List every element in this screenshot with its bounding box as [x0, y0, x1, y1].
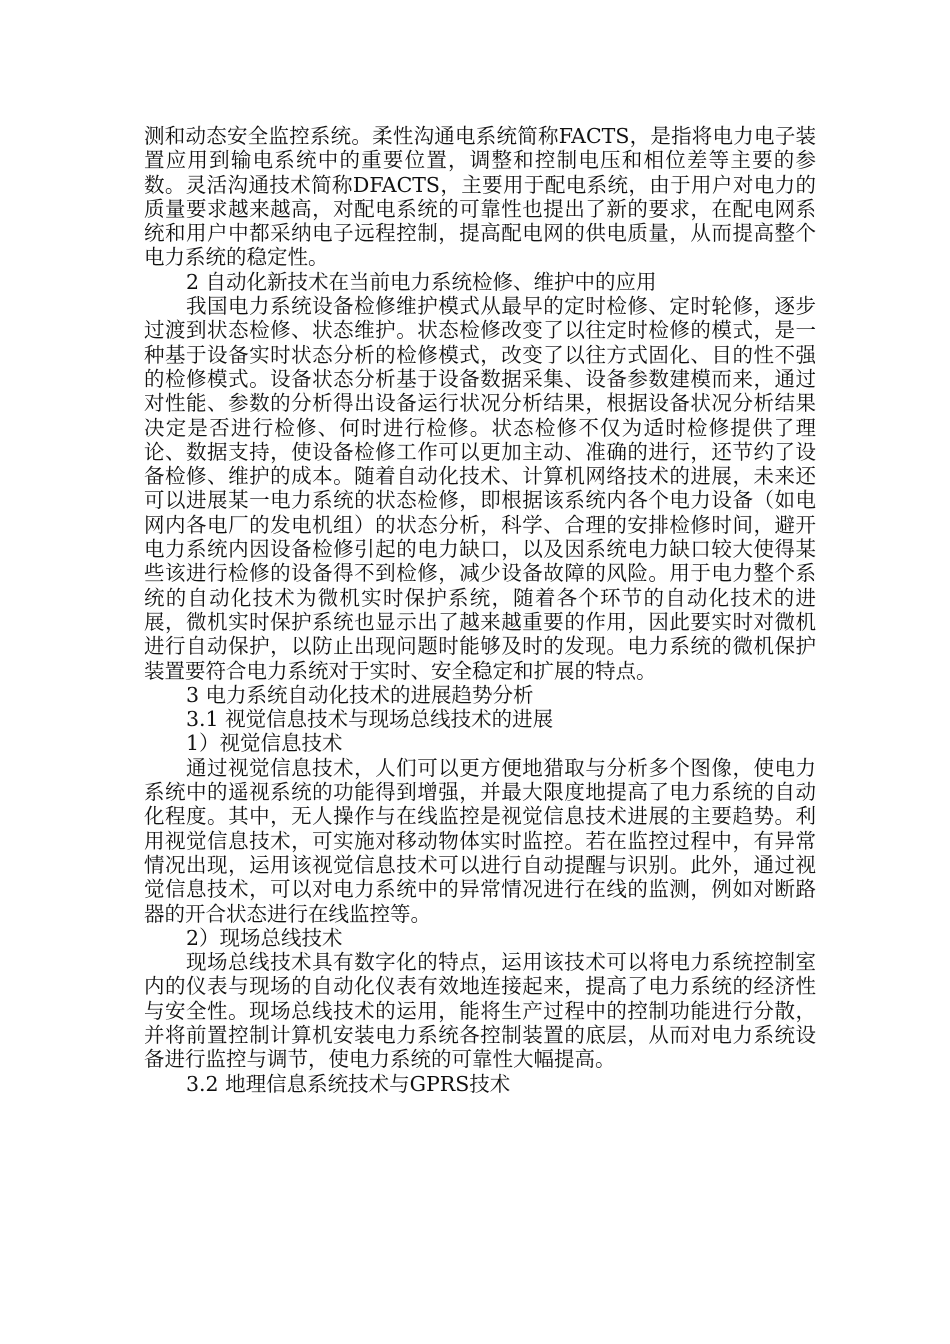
section-heading: 2 自动化新技术在当前电力系统检修、维护中的应用: [186, 269, 657, 294]
document-body: [144, 124, 816, 1096]
subsection-heading: 3.1 视觉信息技术与现场总线技术的进展: [186, 707, 554, 732]
subsection-heading: 3.2 地理信息系统技术与GPRS技术: [186, 1071, 511, 1096]
body-paragraph: 现场总线技术具有数字化的特点，运用该技术可以将电力系统控制室内的仪表与现场的自动化仪表有效地连接起来，提高了电力系统的经济性与安全性。现场总线技术的运用，能将生产过程中的控制功能进行分散，并将前置控制计算机安装电力系统各控制装置的底层，从而对电力系统设备进行监控与调节，使电力系统的可靠性大幅提高。: [144, 950, 816, 1072]
section-heading: 3 电力系统自动化技术的进展趋势分析: [186, 682, 534, 707]
body-paragraph: 我国电力系统设备检修维护模式从最早的定时检修、定时轮修，逐步过渡到状态检修、状态维护。状态检修改变了以往定时检修的模式，是一种基于设备实时状态分析的检修模式，改变了以往方式固化、目的性不强的检修模式。设备状态分析基于设备数据采集、设备参数建模而来，通过对性能、参数的分析得出设备运行状况分析结果，根据设备状况分析结果决定是否进行检修、何时进行检修。状态检修不仅为适时检修提供了理论、数据支持，使设备检修工作可以更加主动、准确的进行，还节约了设备检修、维护的成本。随着自动化技术、计算机网络技术的进展，未来还可以进展某一电力系统的状态检修，即根据该系统内各个电力设备（如电网内各电厂的发电机组）的状态分析，科学、合理的安排检修时间，避开电力系统内因设备检修引起的电力缺口，以及因系统电力缺口较大使得某些该进行检修的设备得不到检修，减少设备故障的风险。用于电力整个系统的自动化技术为微机实时保护系统，随着各个环节的自动化技术的进展，微机实时保护系统也显示出了越来越重要的作用，因此要实时对微机进行自动保护，以防止出现问题时能够及时的发现。电力系统的微机保护装置要符合电力系统对于实时、安全稳定和扩展的特点。: [144, 294, 816, 683]
body-paragraph: 通过视觉信息技术，人们可以更方便地猎取与分析多个图像，使电力系统中的遥视系统的功能得到增强，并最大限度地提高了电力系统的自动化程度。其中，无人操作与在线监控是视觉信息技术进展的主要趋势。利用视觉信息技术，可实施对移动物体实时监控。若在监控过程中，有异常情况出现，运用该视觉信息技术可以进行自动提醒与识别。此外，通过视觉信息技术，可以对电力系统中的异常情况进行在线的监测，例如对断路器的开合状态进行在线监控等。: [144, 755, 816, 926]
body-paragraph: 测和动态安全监控系统。柔性沟通电系统简称FACTS，是指将电力电子装置应用到输电系统中的重要位置，调整和控制电压和相位差等主要的参数。灵活沟通技术简称DFACTS，主要用于配电系统，由于用户对电力的质量要求越来越高，对配电系统的可靠性也提出了新的要求，在配电网系统和用户中都采纳电子远程控制，提高配电网的供电质量，从而提高整个电力系统的稳定性。: [144, 124, 816, 270]
item-heading: 2）现场总线技术: [186, 925, 343, 950]
item-heading: 1）视觉信息技术: [186, 731, 343, 756]
